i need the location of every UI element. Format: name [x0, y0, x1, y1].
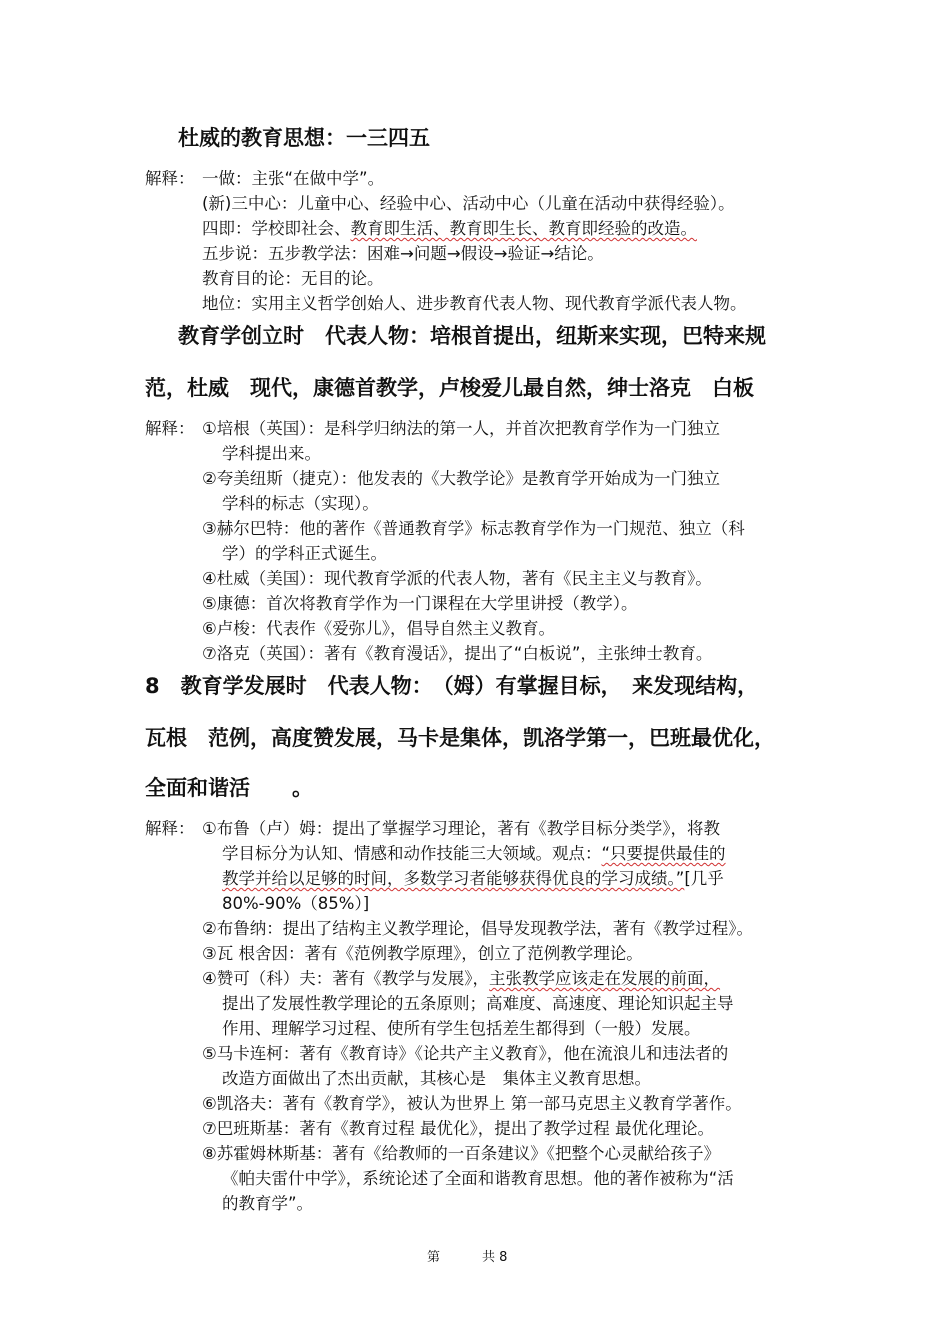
text-line: ⑥凯洛夫：著有《教育学》，被认为世界上 第一部马克思主义教育学著作。 — [202, 1094, 742, 1113]
text-line: ②夸美纽斯（捷克）：他发表的《大教学论》是教育学开始成为一门独立 — [202, 469, 721, 488]
text-plain: 四即：学校即社会、 — [202, 219, 351, 238]
text-marked: 主张教学应该走在发展的前面， — [489, 969, 721, 988]
text-line — [222, 865, 724, 889]
explanation-label: 解释： — [145, 169, 195, 188]
section-heading-development: 8 教育学发展时 代表人物： （姆）有掌握目标， 来发现结构， — [145, 674, 759, 698]
explanation-label: 解释： — [145, 419, 195, 438]
text-line: ⑤马卡连柯：著有《教育诗》《论共产主义教育》，他在流浪儿和违法者的 — [202, 1044, 729, 1063]
text-line: 80%-90%（85%）] — [222, 894, 370, 913]
text-plain: [几乎 — [684, 869, 724, 888]
text-line: ②布鲁纳：提出了结构主义教学理论，倡导发现教学法，著有《教学过程》。 — [202, 919, 754, 938]
text-line: 学）的学科正式诞生。 — [222, 544, 387, 563]
text-line: ①布鲁（卢）姆：提出了掌握学习理论，著有《教学目标分类学》，将教 — [202, 819, 721, 838]
text-line: 提出了发展性教学理论的五条原则；高难度、高速度、理论知识起主导 — [222, 994, 734, 1013]
text-line: ⑦巴班斯基：著有《教育过程 最优化》，提出了教学过程 最优化理论。 — [202, 1119, 715, 1138]
text-plain: ④赞可（科）夫：著有《教学与发展》， — [202, 969, 490, 988]
text-line: 学科提出来。 — [222, 444, 321, 463]
text-line: 《帕夫雷什中学》，系统论述了全面和谐教育思想。他的著作被称为“活 — [222, 1169, 734, 1188]
text-line: ③瓦 根舍因：著有《范例教学原理》，创立了范例教学理论。 — [202, 944, 643, 963]
section-title-dewey: 杜威的教育思想：一三四五 — [178, 126, 430, 150]
explanation-label: 解释： — [145, 819, 195, 838]
page-total-label: 共 8 — [482, 1250, 508, 1265]
section-heading-founding-cont: 范，杜威 现代，康德首教学，卢梭爱儿最自然，绅士洛克 白板 — [145, 376, 754, 400]
text-line — [222, 840, 726, 864]
text-marked: 教育即生活、教育即生长、教育即经验的改造。 — [350, 219, 697, 238]
text-line: ⑤康德：首次将教育学作为一门课程在大学里讲授（教学）。 — [202, 594, 638, 613]
text-marked: “只要提供最佳的 — [601, 844, 726, 863]
text-line: 五步说：五步教学法：困难→问题→假设→验证→结论。 — [202, 244, 604, 263]
text-line: ④杜威（美国）：现代教育学派的代表人物，著有《民主主义与教育》。 — [202, 569, 712, 588]
text-line: 教育目的论：无目的论。 — [202, 269, 384, 288]
text-marked: 教学并给以足够的时间，多数学习者能够获得优良的学习成绩。” — [222, 869, 685, 888]
text-line: ①培根（英国）：是科学归纳法的第一人，并首次把教育学作为一门独立 — [202, 419, 721, 438]
text-line: 一做：主张“在做中学”。 — [202, 169, 385, 188]
section-heading-development-cont: 瓦根 范例，高度赞发展，马卡是集体，凯洛学第一，巴班最优化， — [145, 726, 775, 750]
page-number-label: 第 — [427, 1250, 441, 1265]
section-heading-development-cont: 全面和谐活 。 — [145, 776, 313, 800]
text-line — [202, 215, 697, 239]
text-line — [202, 965, 720, 989]
text-line: 的教育学”。 — [222, 1194, 314, 1213]
text-line: ⑦洛克（英国）：著有《教育漫话》，提出了“白板说”，主张绅士教育。 — [202, 644, 713, 663]
text-line: ③赫尔巴特：他的著作《普通教育学》标志教育学作为一门规范、独立（科 — [202, 519, 745, 538]
text-plain: 学目标分为认知、情感和动作技能三大领域。观点： — [222, 844, 602, 863]
text-line: ⑧苏霍姆林斯基：著有《给教师的一百条建议》《把整个心灵献给孩子》 — [202, 1144, 721, 1163]
text-line: 作用、理解学习过程、使所有学生包括差生都得到（一般）发展。 — [222, 1019, 701, 1038]
text-line: 改造方面做出了杰出贡献，其核心是 集体主义教育思想。 — [222, 1069, 651, 1088]
text-line: 地位：实用主义哲学创始人、进步教育代表人物、现代教育学派代表人物。 — [202, 294, 747, 313]
text-line: 学科的标志（实现）。 — [222, 494, 379, 513]
text-line: (新)三中心：儿童中心、经验中心、活动中心（儿童在活动中获得经验）。 — [202, 194, 735, 213]
section-heading-founding: 教育学创立时 代表人物：培根首提出，纽斯来实现，巴特来规 — [178, 324, 766, 348]
text-line: ⑥卢梭：代表作《爱弥儿》，倡导自然主义教育。 — [202, 619, 556, 638]
